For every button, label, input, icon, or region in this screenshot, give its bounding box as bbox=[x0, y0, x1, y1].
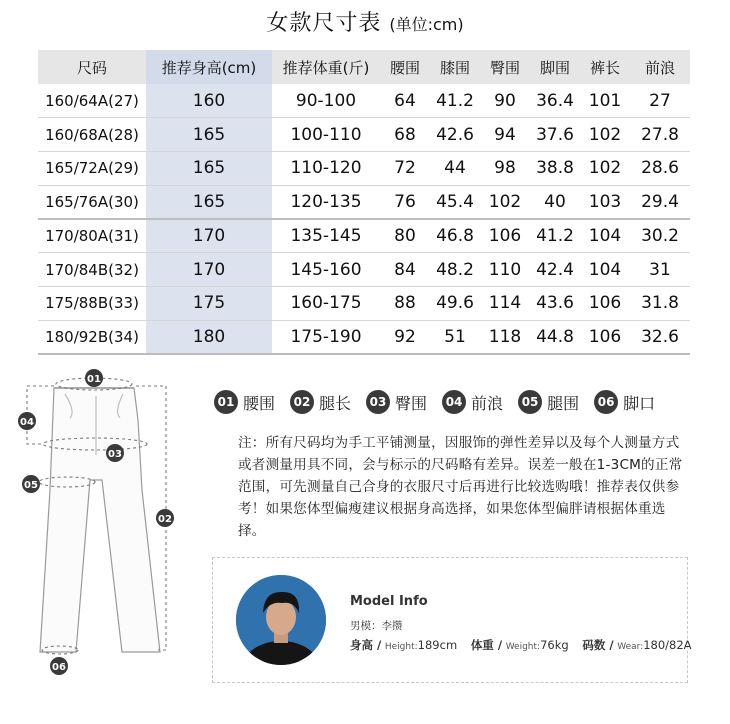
cell-size: 165/76A(30) bbox=[38, 185, 146, 219]
legend-item bbox=[290, 390, 351, 414]
cell-weight: 135-145 bbox=[272, 219, 380, 253]
cell-waist: 68 bbox=[380, 118, 430, 152]
cell-hip: 106 bbox=[480, 219, 530, 253]
cell-rise: 28.6 bbox=[630, 152, 690, 186]
cell-size: 160/64A(27) bbox=[38, 84, 146, 118]
model-height: 身高 / Height:189cm bbox=[350, 638, 458, 652]
title-main: 女款尺寸表 bbox=[266, 11, 382, 36]
cell-length: 103 bbox=[580, 185, 630, 219]
table-row bbox=[38, 320, 690, 354]
cell-knee: 46.8 bbox=[430, 219, 480, 253]
cell-weight: 110-120 bbox=[272, 152, 380, 186]
cell-height: 160 bbox=[146, 84, 272, 118]
cell-knee: 42.6 bbox=[430, 118, 480, 152]
table-row bbox=[38, 253, 690, 287]
cell-length: 102 bbox=[580, 118, 630, 152]
cell-length: 101 bbox=[580, 84, 630, 118]
legend-label: 腿围 bbox=[547, 393, 580, 413]
svg-text:01: 01 bbox=[87, 374, 101, 385]
cell-hip: 118 bbox=[480, 320, 530, 354]
cell-knee: 45.4 bbox=[430, 185, 480, 219]
cell-rise: 30.2 bbox=[630, 219, 690, 253]
model-info-card bbox=[212, 557, 692, 683]
cell-height: 165 bbox=[146, 185, 272, 219]
cell-weight: 90-100 bbox=[272, 84, 380, 118]
cell-height: 170 bbox=[146, 253, 272, 287]
cell-waist: 64 bbox=[380, 84, 430, 118]
marker-05-icon bbox=[22, 475, 40, 493]
measurement-note: 注：所有尺码均为手工平铺测量，因服饰的弹性差异以及每个人测量方式或者测量用具不同，会与标示的尺码略有差异。误差一般在1-3CM的正常范围，可先测量自己合身的衣服尺寸后再进行比较选购哦！推荐表仅供参考！如果您体型偏瘦建议根据身高选择，如果您体型偏胖请根据体重选择。 bbox=[238, 435, 683, 539]
svg-text:06: 06 bbox=[52, 662, 66, 673]
model-wear-size: 码数 / Wear:180/82A bbox=[582, 638, 692, 652]
legend-item bbox=[214, 390, 275, 414]
cell-weight: 100-110 bbox=[272, 118, 380, 152]
cell-height: 165 bbox=[146, 118, 272, 152]
cell-rise: 31.8 bbox=[630, 287, 690, 321]
cell-length: 104 bbox=[580, 219, 630, 253]
cell-length: 106 bbox=[580, 320, 630, 354]
cell-hem: 43.6 bbox=[530, 287, 580, 321]
model-avatar bbox=[236, 575, 326, 665]
svg-text:05: 05 bbox=[24, 480, 38, 491]
cell-rise: 27.8 bbox=[630, 118, 690, 152]
cell-waist: 84 bbox=[380, 253, 430, 287]
cell-hip: 110 bbox=[480, 253, 530, 287]
legend-item bbox=[366, 390, 427, 414]
legend-label: 臀围 bbox=[395, 393, 428, 413]
svg-text:04: 04 bbox=[20, 417, 34, 428]
cell-hip: 102 bbox=[480, 185, 530, 219]
cell-size: 180/92B(34) bbox=[38, 320, 146, 354]
cell-length: 102 bbox=[580, 152, 630, 186]
cell-rise: 31 bbox=[630, 253, 690, 287]
cell-hem: 41.2 bbox=[530, 219, 580, 253]
cell-hem: 38.8 bbox=[530, 152, 580, 186]
cell-hip: 98 bbox=[480, 152, 530, 186]
header-height: 推荐身高(cm) bbox=[146, 50, 272, 84]
legend-number-icon: 01 bbox=[214, 390, 238, 414]
table-header-row bbox=[38, 50, 690, 84]
legend-item bbox=[442, 390, 503, 414]
cell-rise: 29.4 bbox=[630, 185, 690, 219]
cell-hem: 40 bbox=[530, 185, 580, 219]
cell-length: 106 bbox=[580, 287, 630, 321]
marker-06-icon bbox=[50, 657, 68, 675]
cell-hip: 114 bbox=[480, 287, 530, 321]
legend-number-icon: 02 bbox=[290, 390, 314, 414]
legend-label: 前浪 bbox=[471, 393, 504, 413]
table-row bbox=[38, 118, 690, 152]
measurement-legend bbox=[214, 390, 670, 414]
cell-waist: 72 bbox=[380, 152, 430, 186]
legend-item bbox=[518, 390, 579, 414]
table-row bbox=[38, 84, 690, 118]
cell-waist: 76 bbox=[380, 185, 430, 219]
cell-hem: 42.4 bbox=[530, 253, 580, 287]
cell-size: 170/80A(31) bbox=[38, 219, 146, 253]
legend-label: 腰围 bbox=[243, 393, 276, 413]
legend-number-icon: 05 bbox=[518, 390, 542, 414]
cell-knee: 49.6 bbox=[430, 287, 480, 321]
header-weight: 推荐体重(斤) bbox=[272, 50, 380, 84]
cell-waist: 92 bbox=[380, 320, 430, 354]
cell-weight: 120-135 bbox=[272, 185, 380, 219]
page-title bbox=[0, 6, 730, 37]
table-row bbox=[38, 152, 690, 186]
model-info-title: Model Info bbox=[350, 594, 428, 609]
cell-rise: 27 bbox=[630, 84, 690, 118]
table-row bbox=[38, 219, 690, 253]
cell-height: 170 bbox=[146, 219, 272, 253]
marker-02-icon bbox=[156, 509, 174, 527]
legend-number-icon: 04 bbox=[442, 390, 466, 414]
legend-item bbox=[594, 390, 655, 414]
cell-hem: 37.6 bbox=[530, 118, 580, 152]
table-row bbox=[38, 287, 690, 321]
cell-waist: 80 bbox=[380, 219, 430, 253]
pants-measurement-diagram bbox=[10, 360, 190, 680]
model-stats bbox=[350, 637, 692, 653]
marker-04-icon bbox=[18, 412, 36, 430]
cell-rise: 32.6 bbox=[630, 320, 690, 354]
legend-label: 脚口 bbox=[623, 393, 656, 413]
model-weight: 体重 / Weight:76kg bbox=[470, 638, 569, 652]
marker-01-icon bbox=[85, 369, 103, 387]
header-size: 尺码 bbox=[38, 50, 146, 84]
cell-weight: 175-190 bbox=[272, 320, 380, 354]
header-rise: 前浪 bbox=[630, 50, 690, 84]
legend-number-icon: 06 bbox=[594, 390, 618, 414]
header-knee: 膝围 bbox=[430, 50, 480, 84]
cell-height: 165 bbox=[146, 152, 272, 186]
header-length: 裤长 bbox=[580, 50, 630, 84]
cell-knee: 44 bbox=[430, 152, 480, 186]
cell-size: 175/88B(33) bbox=[38, 287, 146, 321]
cell-height: 175 bbox=[146, 287, 272, 321]
svg-text:03: 03 bbox=[108, 449, 122, 460]
cell-knee: 41.2 bbox=[430, 84, 480, 118]
cell-hem: 44.8 bbox=[530, 320, 580, 354]
cell-hem: 36.4 bbox=[530, 84, 580, 118]
header-waist: 腰围 bbox=[380, 50, 430, 84]
cell-hip: 94 bbox=[480, 118, 530, 152]
header-hem: 脚围 bbox=[530, 50, 580, 84]
title-unit: (单位:cm) bbox=[389, 15, 464, 34]
marker-03-icon bbox=[106, 444, 124, 462]
model-name: 男模：李攒 bbox=[350, 620, 403, 632]
cell-size: 170/84B(32) bbox=[38, 253, 146, 287]
cell-size: 165/72A(29) bbox=[38, 152, 146, 186]
cell-length: 104 bbox=[580, 253, 630, 287]
legend-label: 腿长 bbox=[319, 393, 352, 413]
legend-number-icon: 03 bbox=[366, 390, 390, 414]
cell-knee: 51 bbox=[430, 320, 480, 354]
cell-size: 160/68A(28) bbox=[38, 118, 146, 152]
cell-weight: 145-160 bbox=[272, 253, 380, 287]
cell-waist: 88 bbox=[380, 287, 430, 321]
cell-height: 180 bbox=[146, 320, 272, 354]
table-row bbox=[38, 185, 690, 219]
cell-hip: 90 bbox=[480, 84, 530, 118]
svg-text:02: 02 bbox=[158, 514, 172, 525]
cell-weight: 160-175 bbox=[272, 287, 380, 321]
size-chart-table bbox=[38, 50, 690, 355]
cell-knee: 48.2 bbox=[430, 253, 480, 287]
header-hip: 臀围 bbox=[480, 50, 530, 84]
